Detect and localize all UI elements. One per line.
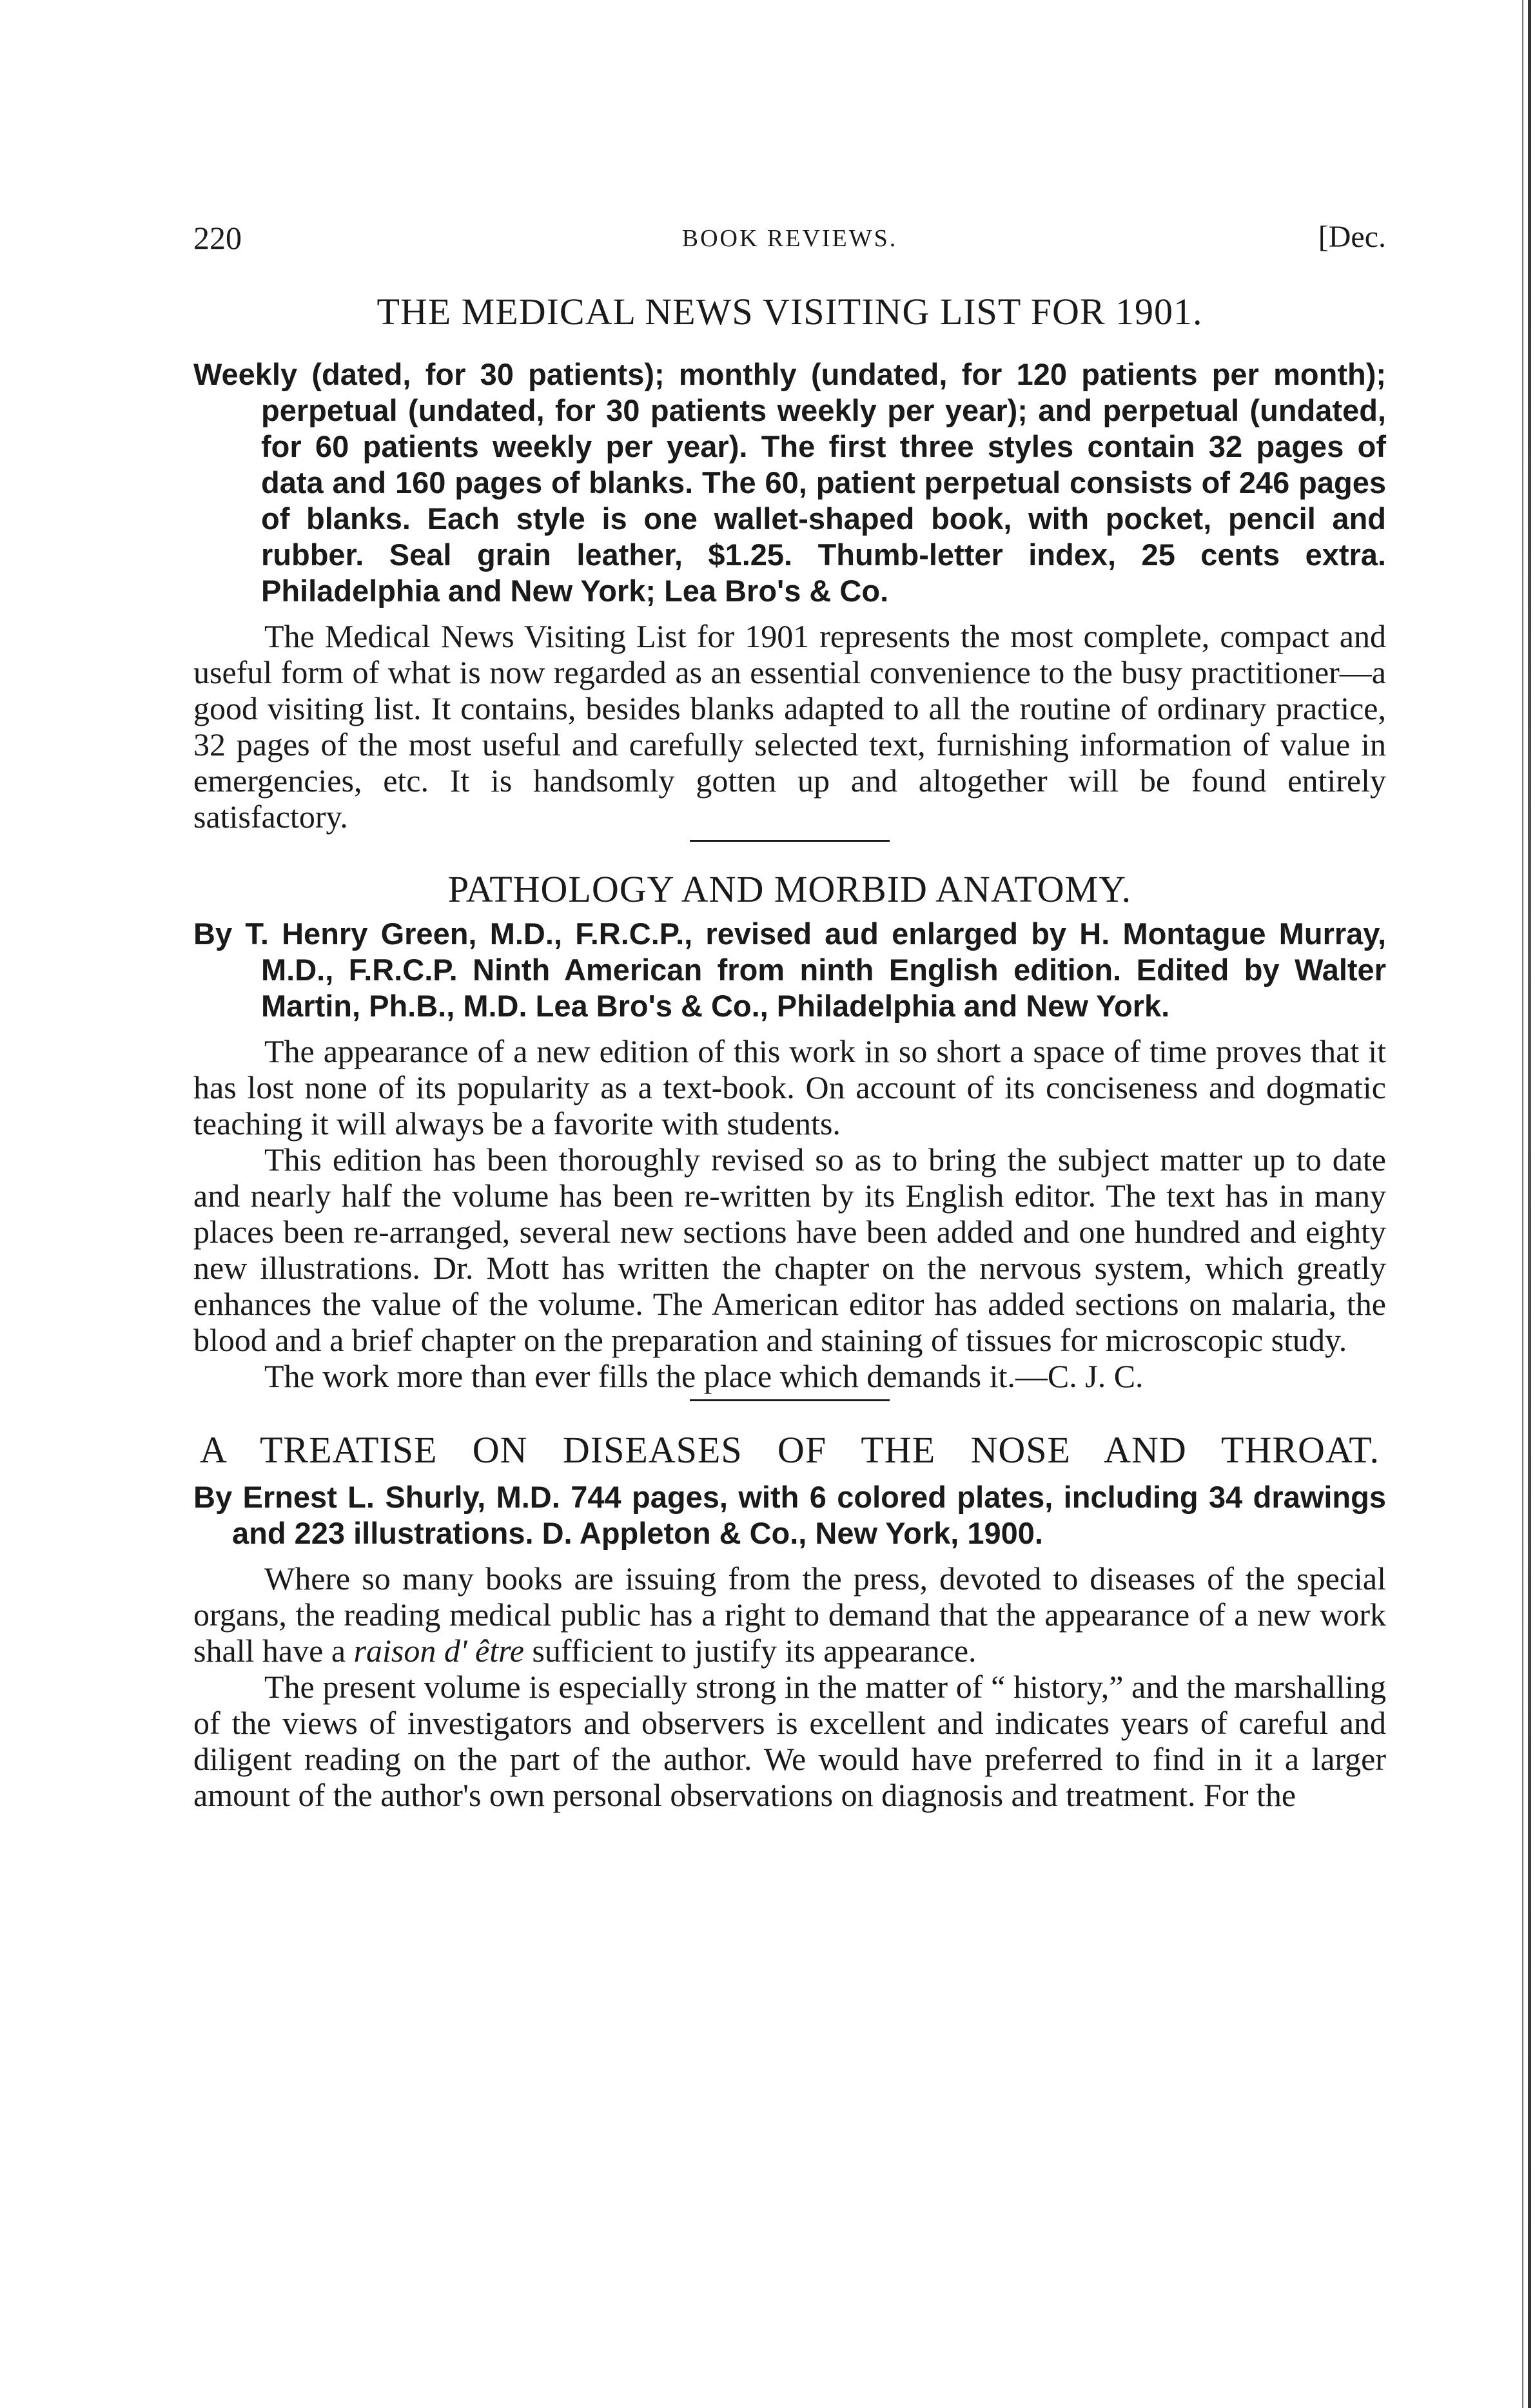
- review-citation: By T. Henry Green, M.D., F.R.C.P., revised aud enlarged by H. Montague Murray, M.D., F.R.C.P. Ninth American from ninth English edition. Edited by Walter Martin, Ph.B., M.D. Lea Bro's & Co., Philadelphia and New York.: [193, 917, 1386, 1023]
- review-title: A TREATISE ON DISEASES OF THE NOSE AND THROAT.: [200, 1429, 1380, 1471]
- paragraph-text: Where so many books are issuing from the press, devoted to diseases of the special organs, the reading medical public has a right to demand that the appearance of a new work shall have a: [193, 1560, 1386, 1669]
- review-paragraph: The present volume is especially strong in the matter of “ history,” and the marshalling of the views of investigators and observers is excellent and indicates years of careful and diligent reading on the part of the author. We would have preferred to find in it a larger amount of the author's own personal observations on diagnosis and treatment. For the: [193, 1669, 1386, 1813]
- page-number: 220: [193, 220, 242, 256]
- italic-phrase: raison d' être: [353, 1633, 524, 1669]
- review-medical-news-visiting-list: [193, 290, 1386, 842]
- review-paragraph: This edition has been thoroughly revised so as to bring the subject matter up to date and nearly half the volume has been re-written by its English editor. The text has in many places been re-arranged, several new sections have been added and one hundred and eighty new illustrations. Dr. Mott has written the chapter on the nervous system, which greatly enhances the value of the volume. The American editor has added sections on malaria, the blood and a brief chapter on the preparation and staining of tissues for microscopic study.: [193, 1141, 1386, 1358]
- section-divider: [690, 1399, 890, 1401]
- running-head: BOOK REVIEWS.: [681, 225, 898, 252]
- review-paragraph: The Medical News Visiting List for 1901 represents the most complete, compact and useful form of what is now regarded as an essential convenience to the busy practitioner—a good visiting list. It contains, besides blanks adapted to all the routine of ordinary practice, 32 pages of the most useful and carefully selected text, furnishing information of value in emergencies, etc. It is handsomly gotten up and altogether will be found entirely satisfactory.: [193, 618, 1386, 835]
- review-paragraph: [193, 1560, 1386, 1669]
- page: [193, 219, 1386, 1813]
- review-citation: By Ernest L. Shurly, M.D. 744 pages, with 6 colored plates, including 34 drawings and 223 illustrations. D. Appleton & Co., New York, 1900.: [193, 1480, 1386, 1550]
- page-edge-line: [1522, 0, 1523, 2408]
- review-paragraph: The appearance of a new edition of this work in so short a space of time proves that it has lost none of its popularity as a text-book. On account of its conciseness and dogmatic teaching it will always be a favorite with students.: [193, 1033, 1386, 1141]
- review-title: THE MEDICAL NEWS VISITING LIST FOR 1901.: [376, 291, 1203, 333]
- section-divider: [690, 840, 890, 842]
- review-paragraph: The work more than ever fills the place which demands it.—C. J. C.: [264, 1358, 1144, 1394]
- review-title: PATHOLOGY AND MORBID ANATOMY.: [447, 868, 1132, 910]
- review-citation: Weekly (dated, for 30 patients); monthly (undated, for 120 patients per month); perpetual (undated, for 30 patients weekly per year); and perpetual (undated, for 60 patients weekly per year). The first three styles contain 32 pages of data and 160 pages of blanks. The 60, patient perpetual consists of 246 pages of blanks. Each style is one wallet-shaped book, with pocket, pencil and rubber. Seal grain leather, $1.25. Thumb-letter index, 25 cents extra. Philadelphia and New York; Lea Bro's & Co.: [193, 357, 1386, 608]
- header-month: [Dec.: [1318, 220, 1386, 254]
- paragraph-text: sufficient to justify its appearance.: [523, 1633, 977, 1669]
- page-header: [193, 219, 1386, 277]
- review-pathology-morbid-anatomy: [193, 868, 1386, 1401]
- page-edge-shadow: [1528, 0, 1531, 2408]
- review-nose-and-throat: [193, 1428, 1386, 1813]
